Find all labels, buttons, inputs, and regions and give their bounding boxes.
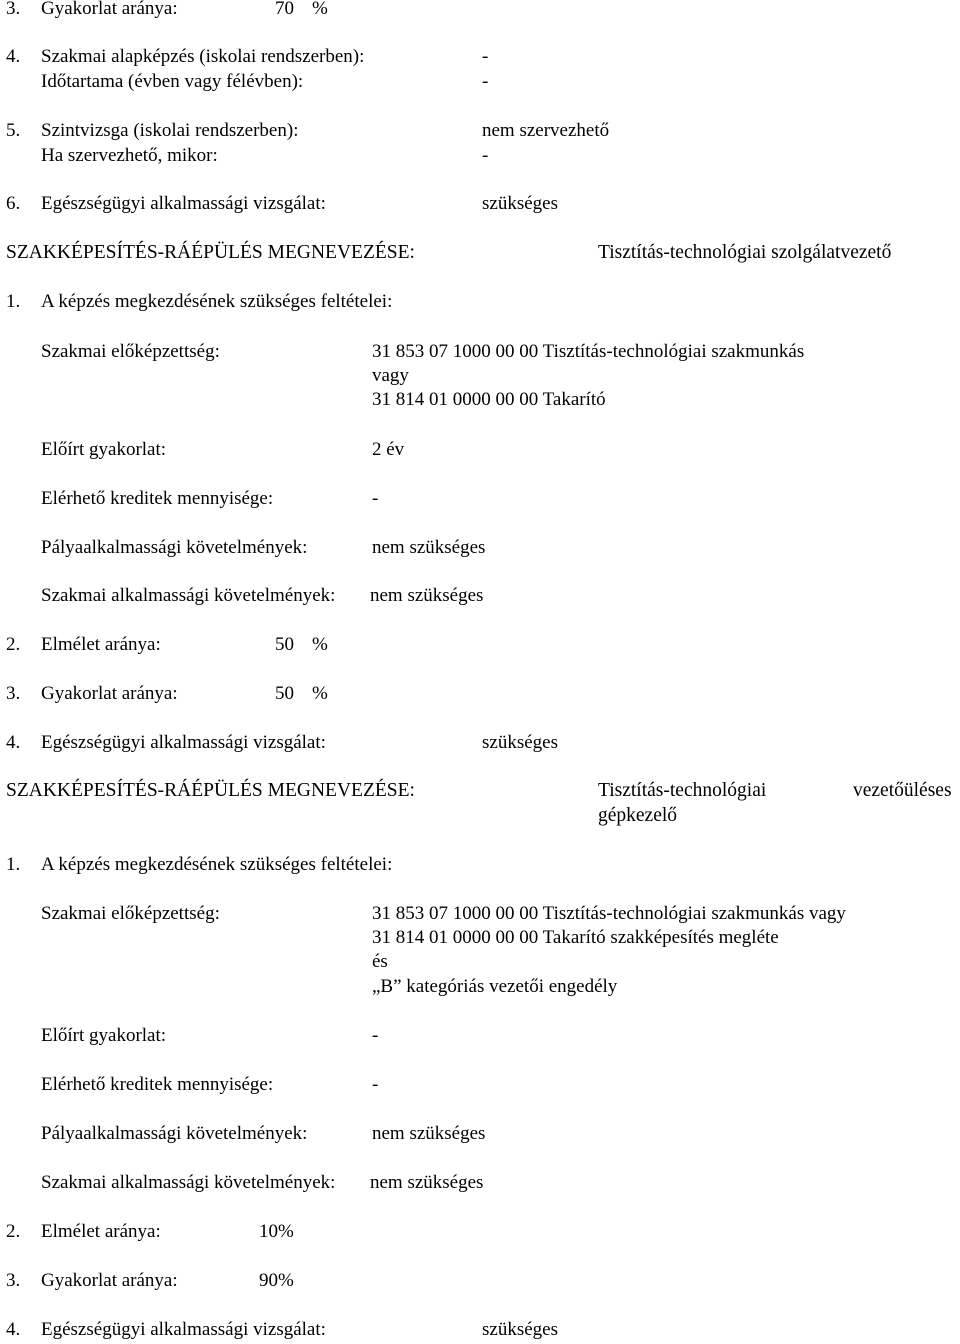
alapkepzes-label: Szakmai alapképzés (iskolai rendszerben): — [41, 46, 365, 67]
gyakorlat-unit: % — [312, 0, 328, 19]
eloirt-gyakorlat-value: 2 év — [372, 439, 405, 460]
palya-value: nem szükséges — [372, 1123, 486, 1144]
item-number: 1. — [6, 291, 21, 312]
section-heading: SZAKKÉPESÍTÉS-RÁÉPÜLÉS MEGNEVEZÉSE: — [6, 242, 415, 263]
item-number: 2. — [6, 1221, 21, 1242]
alapkepzes-value: - — [482, 46, 489, 67]
szakmai-alk-label: Szakmai alkalmassági követelmények: — [41, 1172, 336, 1193]
egeszseg-value: szükséges — [482, 732, 558, 753]
item-number: 2. — [6, 634, 21, 655]
eloirt-gyakorlat-value: - — [372, 1025, 379, 1046]
egeszseg-label: Egészségügyi alkalmassági vizsgálat: — [41, 193, 326, 214]
item-number: 3. — [6, 1270, 21, 1291]
item-number: 3. — [6, 0, 21, 19]
szakmai-alk-value: nem szükséges — [370, 585, 484, 606]
elmelet-unit: % — [312, 634, 328, 655]
palya-label: Pályaalkalmassági követelmények: — [41, 537, 308, 558]
section-heading: SZAKKÉPESÍTÉS-RÁÉPÜLÉS MEGNEVEZÉSE: — [6, 780, 415, 801]
elmelet-value: 10% — [259, 1221, 294, 1242]
szakmai-alk-value: nem szükséges — [370, 1172, 484, 1193]
section-title-part: gépkezelő — [598, 805, 678, 826]
elokepzettseg-line: 31 853 07 1000 00 00 Tisztítás-technológiai szakmunkás — [372, 341, 805, 362]
egeszseg-label: Egészségügyi alkalmassági vizsgálat: — [41, 1319, 326, 1340]
item-number: 6. — [6, 193, 21, 214]
elokepzettseg-line: 31 814 01 0000 00 00 Takarító — [372, 389, 606, 410]
szintvizsga-value: nem szervezhető — [482, 120, 610, 141]
item-number: 4. — [6, 732, 21, 753]
kredit-label: Elérhető kreditek mennyisége: — [41, 1074, 274, 1095]
item-number: 4. — [6, 1319, 21, 1340]
gyakorlat-label: Gyakorlat aránya: — [41, 683, 178, 704]
item-number: 4. — [6, 46, 21, 67]
gyakorlat-unit: % — [312, 683, 328, 704]
egeszseg-label: Egészségügyi alkalmassági vizsgálat: — [41, 732, 326, 753]
kredit-value: - — [372, 488, 379, 509]
szintvizsga-label: Szintvizsga (iskolai rendszerben): — [41, 120, 299, 141]
gyakorlat-value: 50 — [275, 683, 294, 704]
elokepzettseg-line: „B” kategóriás vezetői engedély — [372, 976, 618, 997]
item-number: 1. — [6, 854, 21, 875]
gyakorlat-value: 90% — [259, 1270, 294, 1291]
elmelet-label: Elmélet aránya: — [41, 1221, 161, 1242]
elokepzettseg-line: 31 814 01 0000 00 00 Takarító szakképesítés megléte — [372, 927, 779, 948]
idotartam-value: - — [482, 71, 489, 92]
egeszseg-value: szükséges — [482, 1319, 558, 1340]
section-title: Tisztítás-technológiai szolgálatvezető — [598, 242, 892, 263]
eloirt-gyakorlat-label: Előírt gyakorlat: — [41, 1025, 167, 1046]
kredit-value: - — [372, 1074, 379, 1095]
idotartam-label: Időtartama (évben vagy félévben): — [41, 71, 304, 92]
gyakorlat-label: Gyakorlat aránya: — [41, 0, 178, 19]
gyakorlat-label: Gyakorlat aránya: — [41, 1270, 178, 1291]
section-title-part: vezetőüléses — [853, 780, 952, 801]
elokepzettseg-line: 31 853 07 1000 00 00 Tisztítás-technológiai szakmunkás vagy — [372, 903, 846, 924]
szervezheto-label: Ha szervezhető, mikor: — [41, 145, 218, 166]
item-number: 3. — [6, 683, 21, 704]
elokepzettseg-label: Szakmai előképzettség: — [41, 341, 220, 362]
kredit-label: Elérhető kreditek mennyisége: — [41, 488, 274, 509]
szakmai-alk-label: Szakmai alkalmassági követelmények: — [41, 585, 336, 606]
item-number: 5. — [6, 120, 21, 141]
elokepzettseg-line: és — [372, 951, 388, 972]
elokepzettseg-line: vagy — [372, 365, 409, 386]
szervezheto-value: - — [482, 145, 489, 166]
palya-value: nem szükséges — [372, 537, 486, 558]
eloirt-gyakorlat-label: Előírt gyakorlat: — [41, 439, 167, 460]
palya-label: Pályaalkalmassági követelmények: — [41, 1123, 308, 1144]
feltetelek-label: A képzés megkezdésének szükséges feltételei: — [41, 291, 393, 312]
elokepzettseg-label: Szakmai előképzettség: — [41, 903, 220, 924]
feltetelek-label: A képzés megkezdésének szükséges feltételei: — [41, 854, 393, 875]
section-title-part: Tisztítás-technológiai — [598, 780, 767, 801]
elmelet-label: Elmélet aránya: — [41, 634, 161, 655]
gyakorlat-value: 70 — [275, 0, 294, 19]
elmelet-value: 50 — [275, 634, 294, 655]
egeszseg-value: szükséges — [482, 193, 558, 214]
